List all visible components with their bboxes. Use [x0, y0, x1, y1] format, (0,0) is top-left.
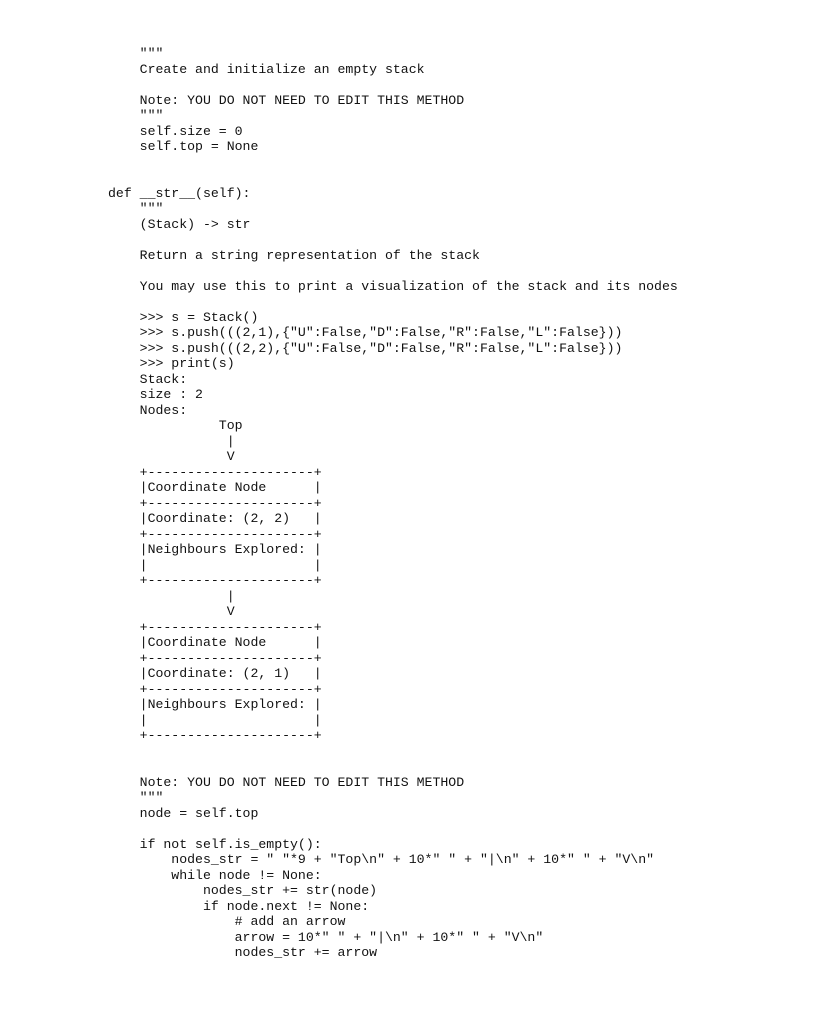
code-line: Nodes:	[108, 402, 188, 418]
code-line: V	[108, 604, 235, 619]
code-line: arrow = 10*" " + "|\n" + 10*" " + "V\n"	[108, 929, 544, 945]
code-line: >>> print(s)	[108, 356, 235, 371]
code-line: self.top = None	[108, 139, 259, 154]
code-line: +---------------------+	[108, 464, 322, 480]
code-line	[108, 821, 678, 837]
code-line	[108, 744, 678, 760]
code-line: |	[108, 588, 235, 604]
code-line: >>> s.push(((2,1),{"U":False,"D":False,"R":False,"L":False}))	[108, 325, 623, 340]
code-line: |Coordinate Node |	[108, 635, 322, 650]
code-line	[108, 294, 678, 310]
code-line: nodes_str += arrow	[108, 945, 378, 960]
code-line: Create and initialize an empty stack	[108, 61, 425, 77]
code-line	[108, 759, 678, 775]
code-line: # add an arrow	[108, 914, 346, 929]
code-line: +---------------------+	[108, 526, 322, 542]
code-line: if not self.is_empty():	[108, 836, 322, 852]
code-line: |Neighbours Explored: |	[108, 697, 322, 712]
code-line: +---------------------+	[108, 728, 322, 743]
code-line: V	[108, 449, 235, 464]
code-line: |Neighbours Explored: |	[108, 542, 322, 557]
code-line	[108, 77, 678, 93]
code-line	[108, 232, 678, 248]
code-line	[108, 155, 678, 171]
code-line	[108, 263, 678, 279]
code-line: +---------------------+	[108, 573, 322, 588]
code-line: >>> s = Stack()	[108, 309, 259, 325]
code-line: Return a string representation of the stack	[108, 247, 480, 263]
code-line: self.size = 0	[108, 123, 243, 139]
code-line: """	[108, 46, 164, 61]
code-line: nodes_str += str(node)	[108, 883, 378, 898]
code-line: Stack:	[108, 371, 188, 387]
code-line: +---------------------+	[108, 495, 322, 511]
code-line: |Coordinate: (2, 2) |	[108, 511, 322, 526]
code-line: |Coordinate: (2, 1) |	[108, 666, 322, 681]
code-line: node = self.top	[108, 805, 259, 821]
code-line: Top	[108, 418, 243, 433]
code-line: """	[108, 108, 164, 123]
code-line: |Coordinate Node |	[108, 480, 322, 495]
code-line: +---------------------+	[108, 650, 322, 666]
code-line: You may use this to print a visualization of the stack and its nodes	[108, 278, 678, 294]
code-line: (Stack) -> str	[108, 216, 251, 232]
code-line: if node.next != None:	[108, 898, 370, 914]
code-line: Note: YOU DO NOT NEED TO EDIT THIS METHOD	[108, 92, 465, 108]
code-line: size : 2	[108, 387, 203, 402]
code-line: while node != None:	[108, 867, 322, 883]
code-line: Note: YOU DO NOT NEED TO EDIT THIS METHOD	[108, 774, 465, 790]
code-line: """	[108, 201, 164, 216]
code-listing	[108, 46, 678, 961]
code-line: +---------------------+	[108, 681, 322, 697]
code-line: """	[108, 790, 164, 805]
code-line	[108, 170, 678, 186]
code-line: def __str__(self):	[108, 185, 251, 201]
code-line: >>> s.push(((2,2),{"U":False,"D":False,"R":False,"L":False}))	[108, 340, 623, 356]
code-line: | |	[108, 712, 322, 728]
code-line: |	[108, 433, 235, 449]
code-line: | |	[108, 557, 322, 573]
code-line: +---------------------+	[108, 619, 322, 635]
code-line: nodes_str = " "*9 + "Top\n" + 10*" " + "|\n" + 10*" " + "V\n"	[108, 852, 655, 867]
